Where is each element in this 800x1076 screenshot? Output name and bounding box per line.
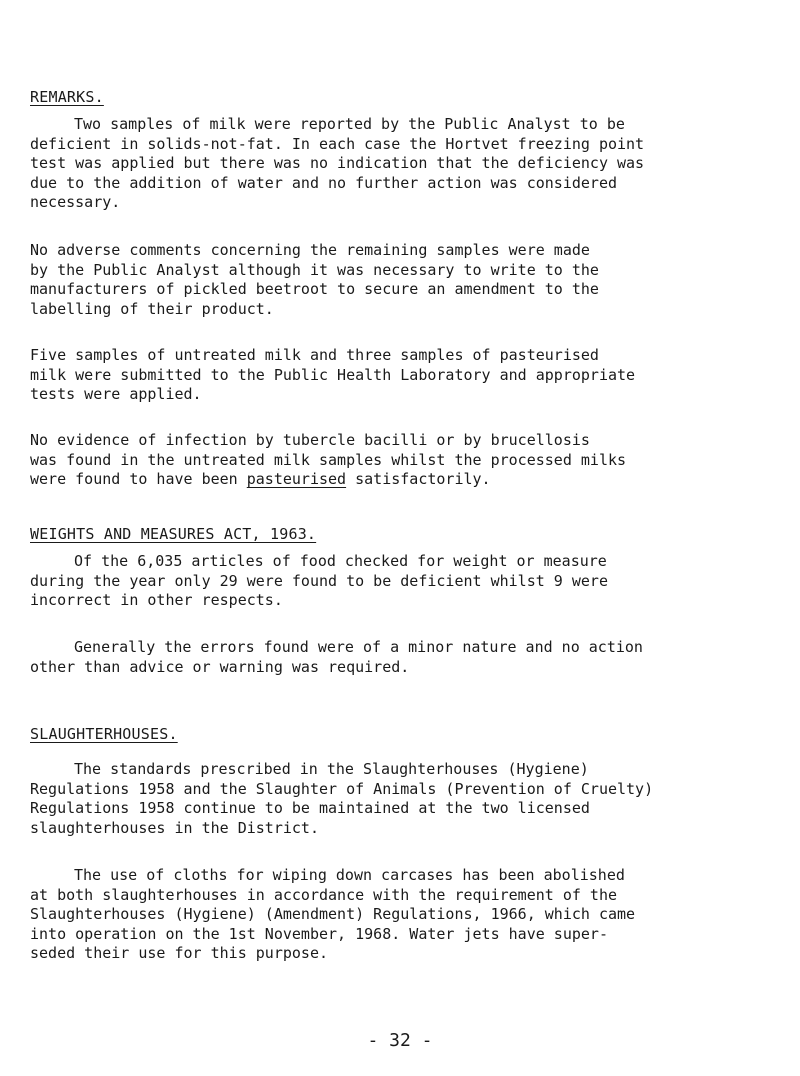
weights-paragraph-1	[30, 552, 800, 611]
weights-paragraph-2	[30, 638, 800, 677]
text-line: slaughterhouses in the District.	[30, 818, 319, 837]
text-line: seded their use for this purpose.	[30, 944, 329, 962]
text-line: necessary.	[30, 193, 121, 211]
text-line: tests were applied.	[30, 385, 202, 403]
text-line: manufacturers of pickled beetroot to secure an amendment to the	[30, 280, 599, 298]
text-line: deficient in solids-not-fat. In each case the Hortvet freezing point	[30, 134, 645, 153]
section-heading-remarks: REMARKS.	[30, 88, 104, 106]
section-heading-weights-measures: WEIGHTS AND MEASURES ACT, 1963.	[30, 525, 317, 543]
text-line: No evidence of infection by tubercle bacilli or by brucellosis	[30, 431, 590, 449]
text-line: labelling of their product.	[30, 299, 274, 318]
text-line: No adverse comments concerning the remaining samples were made	[30, 241, 590, 259]
text-line: at both slaughterhouses in accordance with the requirement of the	[30, 885, 617, 904]
text-line: was found in the untreated milk samples whilst the processed milks	[30, 450, 627, 469]
text-line: The standards prescribed in the Slaughterhouses (Hygiene)	[74, 760, 589, 778]
remarks-paragraph-1	[30, 115, 800, 213]
underlined-word: pasteurised	[246, 470, 347, 488]
text-line: into operation on the 1st November, 1968. Water jets have super-	[30, 924, 608, 943]
text-fragment: were found to have been	[30, 470, 247, 488]
text-line: due to the addition of water and no further action was considered	[30, 173, 617, 192]
section-heading-slaughterhouses: SLAUGHTERHOUSES.	[30, 725, 178, 743]
text-line	[30, 470, 800, 490]
text-line: incorrect in other respects.	[30, 591, 283, 609]
text-line: Regulations 1958 continue to be maintained at the two licensed	[30, 799, 590, 817]
slaughterhouses-paragraph-1	[30, 760, 800, 838]
text-line: test was applied but there was no indication that the deficiency was	[30, 154, 645, 172]
text-line: other than advice or warning was required.	[30, 657, 410, 676]
remarks-paragraph-4	[30, 431, 800, 490]
text-line: milk were submitted to the Public Health Laboratory and appropriate	[30, 365, 636, 384]
text-line: Of the 6,035 articles of food checked for weight or measure	[74, 552, 607, 570]
slaughterhouses-paragraph-2	[30, 866, 800, 964]
text-line: Generally the errors found were of a minor nature and no action	[74, 638, 643, 656]
text-line: Regulations 1958 and the Slaughter of Animals (Prevention of Cruelty)	[30, 779, 654, 798]
page-number: - 32 -	[367, 1030, 433, 1051]
text-fragment: satisfactorily.	[346, 470, 491, 488]
text-line: Five samples of untreated milk and three samples of pasteurised	[30, 346, 599, 364]
remarks-paragraph-2	[30, 241, 800, 319]
remarks-paragraph-3	[30, 346, 800, 405]
text-line: The use of cloths for wiping down carcases has been abolished	[74, 866, 625, 884]
text-line: by the Public Analyst although it was necessary to write to the	[30, 260, 599, 279]
text-line: Slaughterhouses (Hygiene) (Amendment) Regulations, 1966, which came	[30, 905, 636, 923]
text-line: Two samples of milk were reported by the Public Analyst to be	[74, 115, 625, 133]
text-line: during the year only 29 were found to be deficient whilst 9 were	[30, 571, 608, 590]
